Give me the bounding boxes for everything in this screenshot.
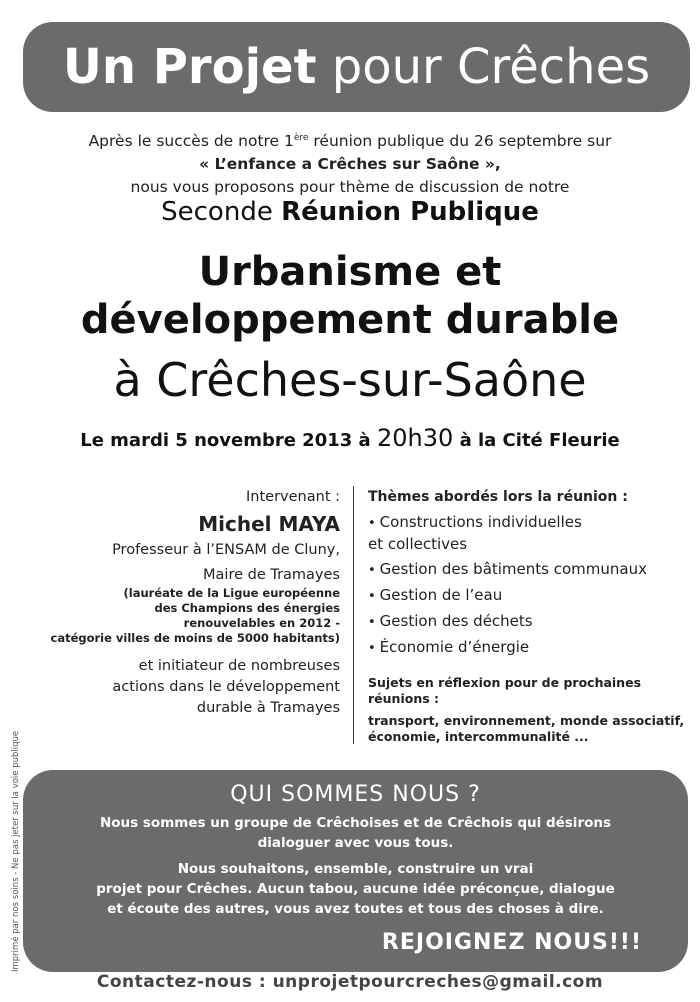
join-us-callout: REJOIGNEZ NOUS!!! [381,930,642,955]
intro-line-1-start: Après le succès de notre 1 [88,132,294,151]
future-topic-line: économie, intercommunalité ... [368,729,589,744]
about-banner [23,770,688,972]
header-title-bold: Un Projet [62,39,317,95]
contact-line: Contactez-nous : unprojetpourcreches@gmail.com [96,972,604,992]
main-title-line-1: Urbanisme et [198,249,502,295]
speaker-role-1: Professeur à l’ENSAM de Cluny, [112,542,340,558]
event-date-line [0,424,700,452]
award-line: (lauréate de la Ligue européenne [123,586,340,600]
bullet-icon: • [368,563,376,578]
theme-item [368,611,693,633]
theme-item [368,512,693,555]
award-line: des Champions des énergies [154,601,340,615]
speaker-initiator [30,656,340,719]
speaker-name: Michel MAYA [198,512,340,536]
header-banner [23,22,690,112]
about-title: QUI SOMMES NOUS ? [230,782,481,807]
theme-item [368,585,693,607]
intro-line-1 [0,127,700,153]
bullet-icon: • [368,516,376,531]
theme-text: Gestion de l’eau [379,586,503,604]
about-text [23,813,688,919]
meeting-subtitle [0,197,700,227]
about-line: et écoute des autres, vous avez toutes et tous des choses à dire. [107,901,604,917]
about-line: Nous sommes un groupe de Crêchoises et de Crêchois qui désirons [99,815,612,831]
theme-text: et collectives [368,535,468,553]
award-line: catégorie villes de moins de 5000 habitants) [50,631,340,645]
theme-text: Constructions individuelles [379,513,582,531]
column-divider [353,486,354,744]
event-place: à la Cité Fleurie [459,430,620,451]
subtitle-bold: Réunion Publique [281,197,539,227]
theme-text: Gestion des bâtiments communaux [379,560,647,578]
initiator-line: et initiateur de nombreuses [138,658,340,674]
future-topics-heading [368,675,693,707]
main-title [0,248,700,344]
about-para-1 [23,813,688,853]
future-heading-line: Sujets en réflexion pour de prochaines [368,675,642,690]
about-line: Nous souhaitons, ensemble, construire un vrai [177,861,534,877]
main-title-line-2: développement durable [80,297,620,343]
theme-text: Gestion des déchets [379,612,533,630]
initiator-line: durable à Tramayes [196,700,340,716]
about-line: dialoguer avec vous tous. [257,835,454,851]
print-note: Imprimé par nos soins - Ne pas jeter sur la voie publique [11,730,21,972]
award-line: renouvelables en 2012 - [183,616,340,630]
themes-column [368,487,693,745]
main-location: à Crêches-sur-Saône [113,353,587,407]
theme-text: Économie d’énergie [379,638,530,656]
speaker-column [30,487,340,719]
bullet-icon: • [368,589,376,604]
intro-line-1-end: réunion publique du 26 septembre sur [308,132,612,151]
speaker-label: Intervenant : [246,489,340,505]
speaker-award [30,586,340,646]
intro-superscript: ère [293,133,309,143]
header-title-light: pour Crêches [331,39,651,95]
future-topics-list [368,713,693,745]
about-line: projet pour Crêches. Aucun tabou, aucune idée préconçue, dialogue [96,881,615,897]
intro-line-3: nous vous proposons pour thème de discussion de notre [130,178,570,197]
theme-item [368,637,693,659]
event-date: Le mardi 5 novembre 2013 à [80,430,371,451]
about-para-2 [23,859,688,919]
future-heading-line: réunions : [368,691,440,706]
themes-list [368,512,693,659]
bullet-icon: • [368,641,376,656]
bullet-icon: • [368,615,376,630]
intro-text [0,127,700,199]
initiator-line: actions dans le développement [112,679,340,695]
intro-line-2: « L’enfance a Crêches sur Saône », [199,155,501,174]
themes-heading: Thèmes abordés lors la réunion : [368,489,628,505]
speaker-role-2: Maire de Tramayes [203,567,340,583]
theme-item [368,559,693,581]
event-time: 20h30 [376,424,454,452]
future-topic-line: transport, environnement, monde associatif, [368,713,685,728]
subtitle-light: Seconde [161,197,273,227]
